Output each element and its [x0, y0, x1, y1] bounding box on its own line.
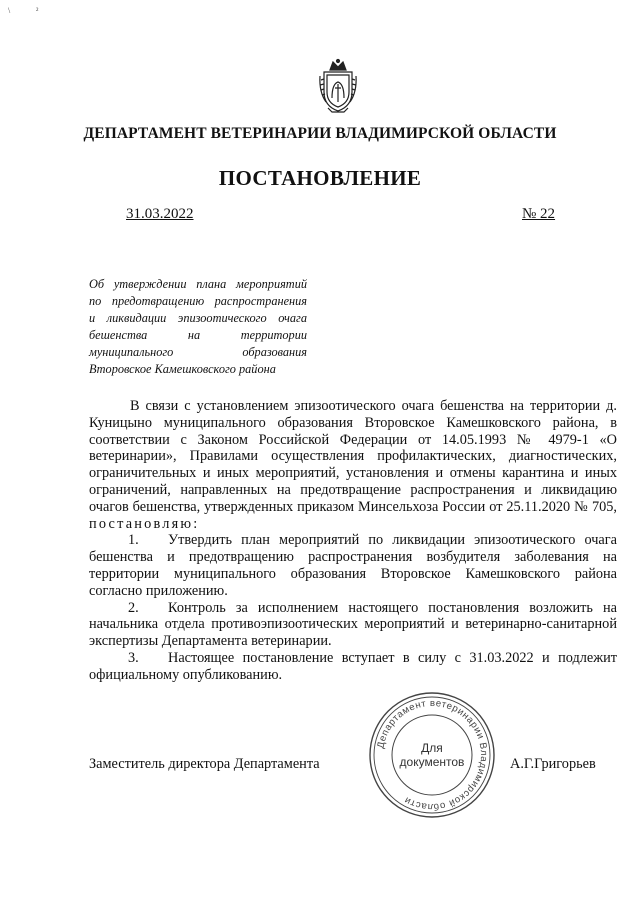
decree-word: постановляю:	[89, 515, 200, 532]
subject-line: и ликвидации эпизоотического очага	[89, 311, 307, 325]
signer-position: Заместитель директора Департамента	[89, 756, 320, 772]
decree-item-3	[89, 650, 617, 684]
decree-item-1	[89, 532, 617, 599]
item-text: Утвердить план мероприятий по ликвидации эпизоотического очага бешенства и предотвращению распространения возбудителя заболевания на территории муниципального образования Второвское Камешковского района согласно приложению.	[89, 532, 617, 599]
document-body	[89, 398, 617, 684]
document-number: № 22	[522, 206, 556, 222]
preamble-text: В связи с установлением эпизоотического очага бешенства на территории д. Куницыно муниципального образования Второвское Камешковского района, в соответствии с Законом Российской Федерации от 14.05.1993 № 4979-1 «О ветеринарии», Правилами осуществления профилактических, диагностических, ограничительных и иных мероприятий, установления и отмены карантина и иных ограничений, направленных на предотвращение распространения и ликвидацию очагов бешенства, утвержденных приказом Минсельхоза России от 25.11.2020 № 705,	[89, 398, 617, 515]
item-number: 3.	[128, 649, 139, 666]
coat-of-arms-icon	[318, 58, 358, 114]
subject-line: Об утверждении плана мероприятий	[89, 277, 307, 291]
signer-name: А.Г.Григорьев	[510, 756, 596, 772]
stamp-center-line: документов	[399, 755, 465, 769]
item-text: Контроль за исполнением настоящего постановления возложить на начальника отдела противоэпизоотических мероприятий и ветеринарно-санитарной экспертизы Департамента ветеринарии.	[89, 599, 617, 650]
preamble-paragraph	[89, 398, 617, 532]
stamp-center-line: Для	[421, 741, 443, 755]
department-name: ДЕПАРТАМЕНТ ВЕТЕРИНАРИИ ВЛАДИМИРСКОЙ ОБЛАСТИ	[83, 125, 557, 142]
document-subject	[89, 276, 307, 378]
official-stamp	[367, 690, 497, 820]
stamp-ring-text: Департамент ветеринарии Владимирской области	[375, 697, 490, 813]
subject-line: по предотвращению распространения	[89, 294, 307, 308]
document-date: 31.03.2022	[126, 206, 194, 222]
subject-line: бешенства на территории	[89, 328, 307, 342]
margin-mark: ²	[36, 6, 39, 15]
subject-line: Второвское Камешковского района	[89, 362, 276, 376]
subject-line: муниципального образования	[89, 345, 307, 359]
decree-item-2	[89, 600, 617, 650]
item-text: Настоящее постановление вступает в силу с 31.03.2022 и подлежит официальному опубликованию.	[89, 649, 617, 683]
item-number: 1.	[128, 532, 139, 549]
document-type: ПОСТАНОВЛЕНИЕ	[218, 166, 422, 190]
item-number: 2.	[128, 599, 139, 616]
margin-mark: \	[8, 6, 11, 15]
